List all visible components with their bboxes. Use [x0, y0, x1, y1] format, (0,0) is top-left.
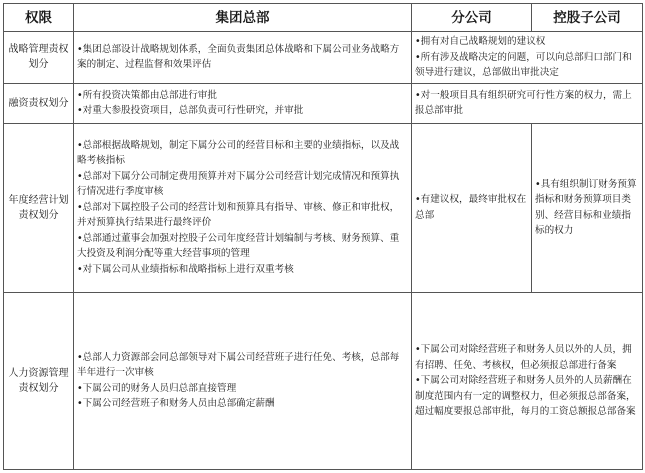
table-row — [4, 32, 643, 84]
authority-table — [3, 3, 643, 470]
cell-line: •具有组织制订财务预算指标和财务预算项目类别、经营目标和业绩指标的权力 — [535, 178, 637, 236]
branch-cell — [412, 123, 532, 292]
header-row — [4, 4, 643, 32]
branch-subsidiary-cell — [412, 292, 643, 470]
cell-line: •对下属公司从业绩指标和战略指标上进行双重考核 — [77, 263, 294, 275]
table-row — [4, 292, 643, 470]
cell-line: •总部根据战略规划，制定下属分公司的经营目标和主要的业绩指标，以及战略考核指标 — [77, 139, 400, 167]
row-label: 融资责权划分 — [4, 83, 74, 123]
table-row — [4, 123, 643, 292]
table-row — [4, 83, 643, 123]
cell-line: •下属公司对除经营班子和财务人员外的人员薪酬在制度范围内有一定的调整权力，但必须报总部备案，超过幅度要报总部审批，每月的工资总额报总部备案 — [415, 375, 636, 417]
hq-cell — [74, 123, 412, 292]
cell-line: •有建议权，最终审批权在总部 — [415, 194, 527, 221]
header-authority: 权限 — [4, 4, 74, 32]
cell-line: •总部对下属分公司制定费用预算并对下属分公司经营计划完成情况和预算执行情况进行季度审核 — [77, 170, 400, 198]
cell-line: •下属公司的财务人员归总部直接管理 — [77, 382, 237, 394]
branch-subsidiary-cell — [412, 32, 643, 84]
cell-line: •总部通过董事会加强对控股子公司年度经营计划编制与考核、财务预算、重大投资及利润分配等重大经营事项的管理 — [77, 232, 400, 260]
cell-line: •所有投资决策都由总部进行审批 — [77, 89, 217, 101]
cell-line: •对一般项目具有组织研究可行性方案的权力，需上报总部审批 — [415, 89, 632, 116]
cell-line: •下属公司经营班子和财务人员由总部确定薪酬 — [77, 398, 275, 410]
cell-line: •总部人力资源部会同总部领导对下属公司经营班子进行任免、考核，总部每半年进行一次审核 — [77, 351, 400, 379]
hq-cell — [74, 292, 412, 470]
hq-cell — [74, 83, 412, 123]
hq-cell — [74, 32, 412, 84]
subsidiary-cell — [532, 123, 643, 292]
header-branch: 分公司 — [412, 4, 532, 32]
row-label: 人力资源管理责权划分 — [4, 292, 74, 470]
header-subsidiary: 控股子公司 — [532, 4, 643, 32]
cell-line: •集团总部设计战略规划体系，全面负责集团总体战略和下属公司业务战略方案的制定、过程监督和效果评估 — [77, 43, 400, 71]
cell-line: •所有涉及战略决定的问题，可以向总部归口部门和领导进行建议，总部做出审批决定 — [415, 51, 632, 78]
cell-line: •总部对下属控股子公司的经营计划和预算具有指导、审核、修正和审批权，并对预算执行结果进行最终评价 — [77, 201, 400, 229]
cell-line: •下属公司对除经营班子和财务人员以外的人员，拥有招聘、任免、考核权，但必须报总部进行备案 — [415, 344, 632, 371]
row-label: 战略管理责权划分 — [4, 32, 74, 84]
row-label: 年度经营计划责权划分 — [4, 123, 74, 292]
cell-line: •对重大参股投资项目，总部负责可行性研究，并审批 — [77, 105, 304, 116]
header-group-hq: 集团总部 — [74, 4, 412, 32]
cell-line: •拥有对自己战略规划的建议权 — [415, 36, 546, 47]
branch-subsidiary-cell — [412, 83, 643, 123]
